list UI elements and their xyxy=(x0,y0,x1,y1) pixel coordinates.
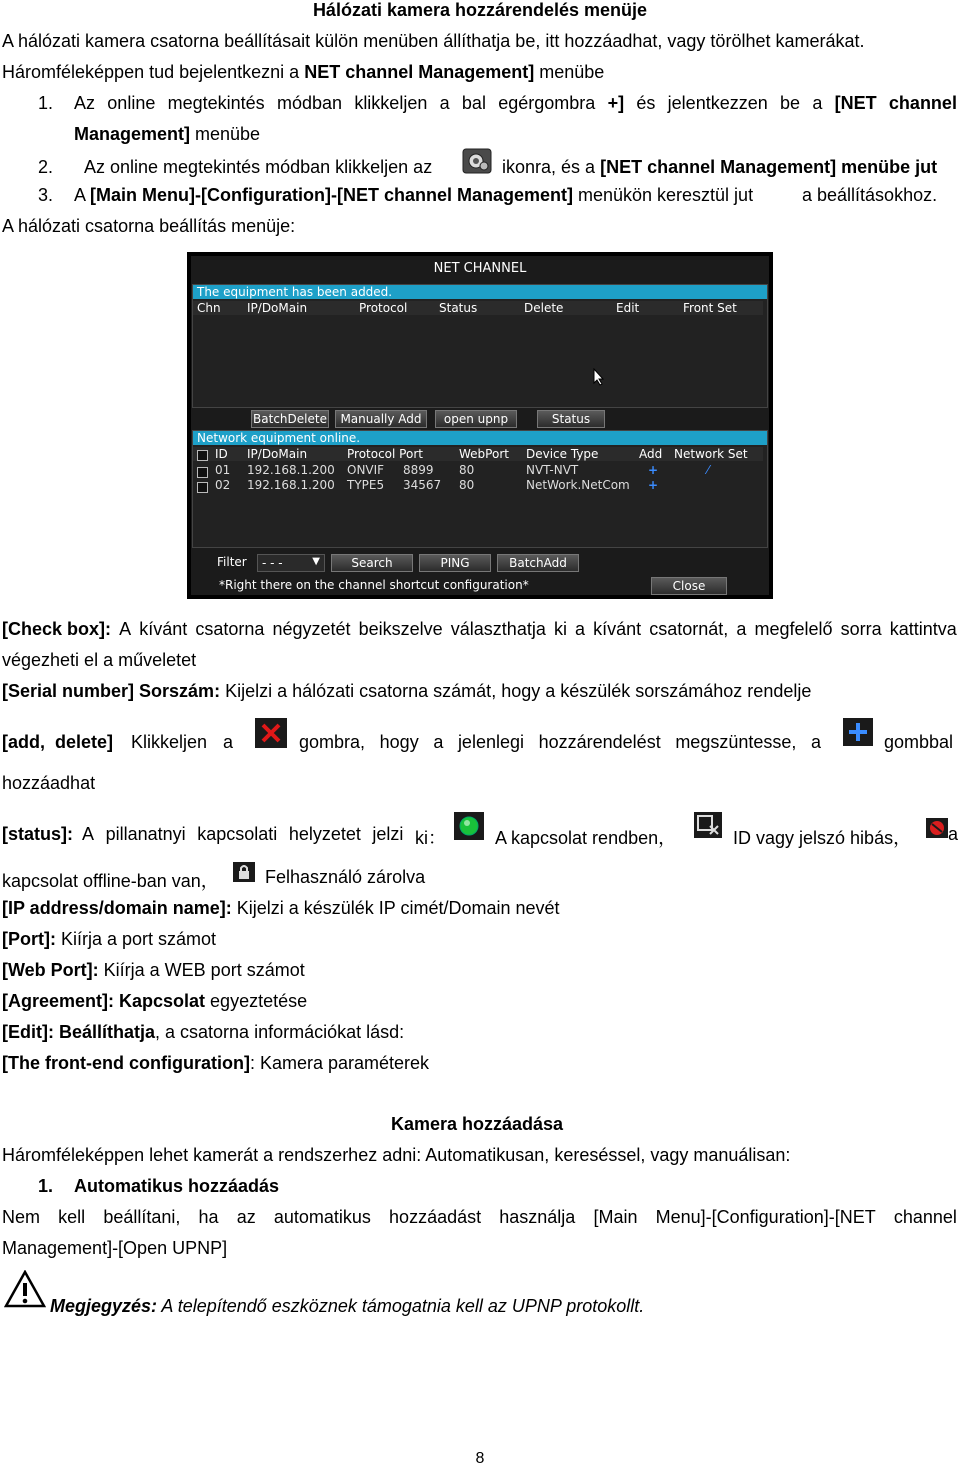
list-item-3-prefix: A xyxy=(74,185,91,205)
list-item-1-line1 xyxy=(74,93,957,114)
auto-number: 1. xyxy=(38,1176,54,1196)
batch-delete-button[interactable]: BatchDelete xyxy=(251,410,329,428)
status-online-icon xyxy=(454,812,484,840)
check-box-word: választhatja xyxy=(450,619,546,639)
add-label: [add, xyxy=(2,732,45,752)
list-item-1-word: bal xyxy=(461,93,486,113)
manually-add-button[interactable]: Manually Add xyxy=(335,410,427,428)
status-word: jelzi xyxy=(372,824,404,844)
list-item-1-word: a xyxy=(812,93,823,113)
section-title: Kamera hozzáadása xyxy=(390,1114,564,1134)
row-port: 8899 xyxy=(403,463,434,477)
auto-paragraph xyxy=(2,1207,957,1228)
network-set-icon[interactable]: ⁄ xyxy=(707,463,710,477)
agreement-label: [Agreement]: Kapcsolat xyxy=(2,991,206,1011)
col-edit: Edit xyxy=(616,301,640,315)
screenshot-header: NET CHANNEL xyxy=(433,261,527,276)
shortcut-note: *Right there on the channel shortcut configuration* xyxy=(219,578,529,592)
status-word: A xyxy=(82,824,95,844)
settings-camera-icon xyxy=(462,148,492,174)
check-box-word: megfelelő xyxy=(754,619,833,639)
list-item-1-line2 xyxy=(74,124,260,145)
online-header-row xyxy=(193,447,763,461)
col-front-set: Front Set xyxy=(683,301,737,315)
section-intro: Háromféleképpen lehet kamerát a rendszerhez adni: Automatikusan, kereséssel, vagy manuálisan: xyxy=(2,1145,791,1165)
list-item-1-word: Az xyxy=(74,93,96,113)
note-paragraph xyxy=(50,1296,644,1317)
ip-paragraph xyxy=(2,898,560,919)
page-number: 8 xyxy=(475,1450,485,1467)
col-status: Status xyxy=(439,301,478,315)
auto-word: Nem xyxy=(2,1207,41,1227)
list-item-3-rest: menükön keresztül jut xyxy=(572,185,754,205)
ip-label: [IP address/domain name]: xyxy=(2,898,232,918)
col-chn: Chn xyxy=(197,301,221,315)
chevron-down-icon: ▼ xyxy=(312,556,320,567)
list-item-3-text xyxy=(74,185,753,206)
open-upnp-button[interactable]: open upnp xyxy=(435,410,517,428)
edit-label: [Edit]: Beállíthatja xyxy=(2,1022,156,1042)
list-item-3-menu: [Main Menu]-[Configuration]-[NET channel Management] xyxy=(90,185,573,205)
list-item-1-word: klikkeljen xyxy=(354,93,428,113)
auto-word: kell xyxy=(58,1207,86,1227)
check-box-word: kattintva xyxy=(889,619,957,639)
list-item-1-suffix: menübe xyxy=(190,124,261,144)
check-box-line2: végezheti el a műveletet xyxy=(2,650,197,670)
status-bad-text: ID vagy jelszó hibás， xyxy=(733,828,912,848)
list-item-3-number: 3. xyxy=(38,185,54,205)
list-item-2-number: 2. xyxy=(38,157,54,177)
serial-number-text: Kijelzi a hálózati csatorna számát, hogy a készülék sorszámához rendelje xyxy=(220,681,812,701)
check-box-word: beikszelve xyxy=(358,619,443,639)
add-delete-end: gombbal xyxy=(884,732,954,752)
lock-icon xyxy=(233,862,255,882)
add-delete-b-word: hozzárendelést xyxy=(538,732,661,752)
warning-icon xyxy=(4,1270,46,1308)
list-item-1-word: jelentkezzen xyxy=(667,93,768,113)
status-label xyxy=(2,824,73,845)
added-header-row xyxy=(193,301,763,315)
add-delete-b-word: a xyxy=(810,732,821,752)
add-delete-b-word: jelenlegi xyxy=(457,732,524,752)
row-add-icon[interactable]: + xyxy=(648,478,659,492)
list-item-3-end: a beállításokhoz. xyxy=(802,185,938,205)
col-ip: IP/DoMain xyxy=(247,301,308,315)
add-delete-b-word: megszüntesse, xyxy=(675,732,797,752)
menu-intro: A hálózati csatorna beállítás menüje: xyxy=(2,216,296,236)
online-header-checkbox[interactable] xyxy=(197,448,208,462)
col-network-set: Network Set xyxy=(674,447,748,461)
auto-word: ha xyxy=(198,1207,219,1227)
list-item-1-word: megtekintés xyxy=(167,93,265,113)
list-item-1-word: és xyxy=(636,93,656,113)
auto-word: Menu]-[Configuration]-[NET xyxy=(655,1207,876,1227)
check-box-label: [Check box]: xyxy=(2,619,112,639)
check-box-word: A xyxy=(119,619,132,639)
auto-word: használja xyxy=(499,1207,576,1227)
list-item-2-menu: [NET channel Management] menübe jut xyxy=(600,157,938,177)
note-label: Megjegyzés: xyxy=(50,1296,158,1316)
close-button[interactable]: Close xyxy=(651,577,727,595)
note-text: A telepítendő eszköznek támogatnia kell az UPNP protokollt. xyxy=(157,1296,645,1316)
row-protocol: ONVIF xyxy=(347,463,385,477)
add-delete-words-b xyxy=(299,732,821,753)
ip-text: Kijelzi a készülék IP cimét/Domain nevét xyxy=(231,898,560,918)
col-add: Add xyxy=(639,447,663,461)
status-word: ki： xyxy=(415,828,446,848)
add-delete-b-word: a xyxy=(433,732,444,752)
status-offline-text: kapcsolat offline-ban van， xyxy=(2,871,219,891)
list-item-2-mid: ikonra, és a xyxy=(502,157,596,177)
col-webport: WebPort xyxy=(459,447,509,461)
batch-add-button[interactable]: BatchAdd xyxy=(497,554,579,572)
list-item-1-word: a xyxy=(439,93,450,113)
row-port: 34567 xyxy=(403,478,442,492)
auto-line2: Management]-[Open UPNP] xyxy=(2,1238,228,1258)
list-item-1-word: [NET xyxy=(834,93,877,113)
intro-ways-text: Háromféleképpen tud bejelentkezni a xyxy=(2,62,305,82)
status-button[interactable]: Status xyxy=(537,410,605,428)
col-protocol: Protocol xyxy=(359,301,408,315)
row-id: 01 xyxy=(215,463,231,477)
check-box-word: ki xyxy=(553,619,567,639)
search-button[interactable]: Search xyxy=(331,554,413,572)
edit-text: , a csatorna információkat lásd: xyxy=(155,1022,405,1042)
status-words xyxy=(82,824,446,850)
filter-value: - - - xyxy=(262,556,283,570)
add-delete-b-word: gombra, xyxy=(299,732,366,752)
list-item-1-number: 1. xyxy=(38,93,54,113)
status-word: pillanatnyi xyxy=(105,824,186,844)
status-word: helyzetet xyxy=(288,824,361,844)
add-delete-label xyxy=(2,732,113,753)
check-box-word: kívánt xyxy=(593,619,642,639)
col-protocol-port: Protocol Port xyxy=(347,447,423,461)
web-port-label: [Web Port]: xyxy=(2,960,99,980)
status-offline-icon xyxy=(926,818,948,838)
front-end-text: : Kamera paraméterek xyxy=(249,1053,430,1073)
check-box-word: csatornát, xyxy=(649,619,729,639)
status-word: kapcsolati xyxy=(197,824,278,844)
add-delete-words-a xyxy=(131,732,233,753)
intro-paragraph: A hálózati kamera csatorna beállításait külön menüben állíthatja be, itt hozzáadhat, vagy törölhet kamerákat. xyxy=(2,31,865,51)
row-protocol: TYPE5 xyxy=(347,478,385,492)
list-item-2-text2 xyxy=(502,157,937,178)
row-ip: 192.168.1.200 xyxy=(247,478,335,492)
row-checkbox[interactable] xyxy=(197,480,208,494)
agreement-text: egyeztetése xyxy=(205,991,308,1011)
ping-button[interactable]: PING xyxy=(419,554,491,572)
list-item-1-word: online xyxy=(107,93,156,113)
status-label-text: [status]: xyxy=(2,824,73,844)
added-bar: The equipment has been added. xyxy=(193,285,767,299)
filter-select[interactable] xyxy=(257,554,325,572)
check-box-word: négyzetét xyxy=(272,619,351,639)
delete-icon xyxy=(255,718,287,748)
col-ip-domain: IP/DoMain xyxy=(247,447,308,461)
table-row xyxy=(193,478,763,493)
status-a: a xyxy=(948,824,959,844)
front-end-label: [The front-end configuration] xyxy=(2,1053,250,1073)
web-port-paragraph xyxy=(2,960,305,981)
add-delete-a-word: Klikkeljen xyxy=(131,732,208,752)
col-delete: Delete xyxy=(524,301,564,315)
auto-word: beállítani, xyxy=(103,1207,181,1227)
auto-word: automatikus xyxy=(273,1207,371,1227)
status-locked-text: Felhasználó zárolva xyxy=(265,867,426,887)
intro-ways-menu: NET channel Management] xyxy=(304,62,535,82)
delete-label: delete] xyxy=(55,732,114,752)
check-box-word: sorra xyxy=(840,619,882,639)
add-delete-a-word: a xyxy=(222,732,233,752)
intro-ways-suffix: menübe xyxy=(534,62,605,82)
status-wrong-password-icon xyxy=(694,812,722,838)
list-item-1-word: egérgombra xyxy=(498,93,596,113)
port-label: [Port]: xyxy=(2,929,56,949)
status-ok-text: A kapcsolat rendben， xyxy=(495,828,677,848)
net-channel-screenshot xyxy=(187,252,773,599)
auto-word: channel xyxy=(893,1207,957,1227)
list-item-1-word: +] xyxy=(607,93,625,113)
list-item-1-word: be xyxy=(780,93,801,113)
row-webport: 80 xyxy=(459,463,475,477)
add-delete-b-word: hogy xyxy=(379,732,419,752)
port-text: Kiírja a port számot xyxy=(55,929,217,949)
auto-word: hozzáadást xyxy=(389,1207,482,1227)
row-webport: 80 xyxy=(459,478,475,492)
auto-word: az xyxy=(236,1207,256,1227)
auto-word: [Main xyxy=(593,1207,638,1227)
serial-number-paragraph xyxy=(2,681,811,702)
page-title: Hálózati kamera hozzárendelés menüje xyxy=(312,0,648,20)
online-bar: Network equipment online. xyxy=(193,431,767,445)
check-box-paragraph xyxy=(2,619,957,640)
list-item-1-word: módban xyxy=(276,93,343,113)
screenshot-window xyxy=(191,256,769,595)
list-item-1-word: channel xyxy=(888,93,957,113)
row-id: 02 xyxy=(215,478,231,492)
col-device-type: Device Type xyxy=(526,447,599,461)
filter-label: Filter xyxy=(217,555,247,569)
agreement-paragraph xyxy=(2,991,307,1012)
front-end-paragraph xyxy=(2,1053,429,1074)
web-port-text: Kiírja a WEB port számot xyxy=(98,960,305,980)
port-paragraph xyxy=(2,929,216,950)
row-checkbox[interactable] xyxy=(197,465,208,479)
edit-paragraph xyxy=(2,1022,404,1043)
intro-ways xyxy=(2,62,604,83)
list-item-1-menu: Management] xyxy=(74,124,191,144)
table-row xyxy=(193,463,763,478)
row-add-icon[interactable]: + xyxy=(648,463,659,477)
check-box-word: a xyxy=(736,619,747,639)
serial-number-label: [Serial number] Sorszám: xyxy=(2,681,221,701)
row-ip: 192.168.1.200 xyxy=(247,463,335,477)
col-id: ID xyxy=(215,447,228,461)
row-device-type: NetWork.NetCom xyxy=(526,478,630,492)
list-item-2-text: Az online megtekintés módban klikkeljen az xyxy=(84,157,433,177)
row-device-type: NVT-NVT xyxy=(526,463,579,477)
check-box-word: csatorna xyxy=(195,619,265,639)
auto-title: Automatikus hozzáadás xyxy=(74,1176,280,1196)
add-delete-line2: hozzáadhat xyxy=(2,773,96,793)
check-box-word: a xyxy=(575,619,586,639)
check-box-word: kívánt xyxy=(139,619,188,639)
add-icon xyxy=(843,718,873,746)
mouse-cursor-icon xyxy=(593,368,605,389)
